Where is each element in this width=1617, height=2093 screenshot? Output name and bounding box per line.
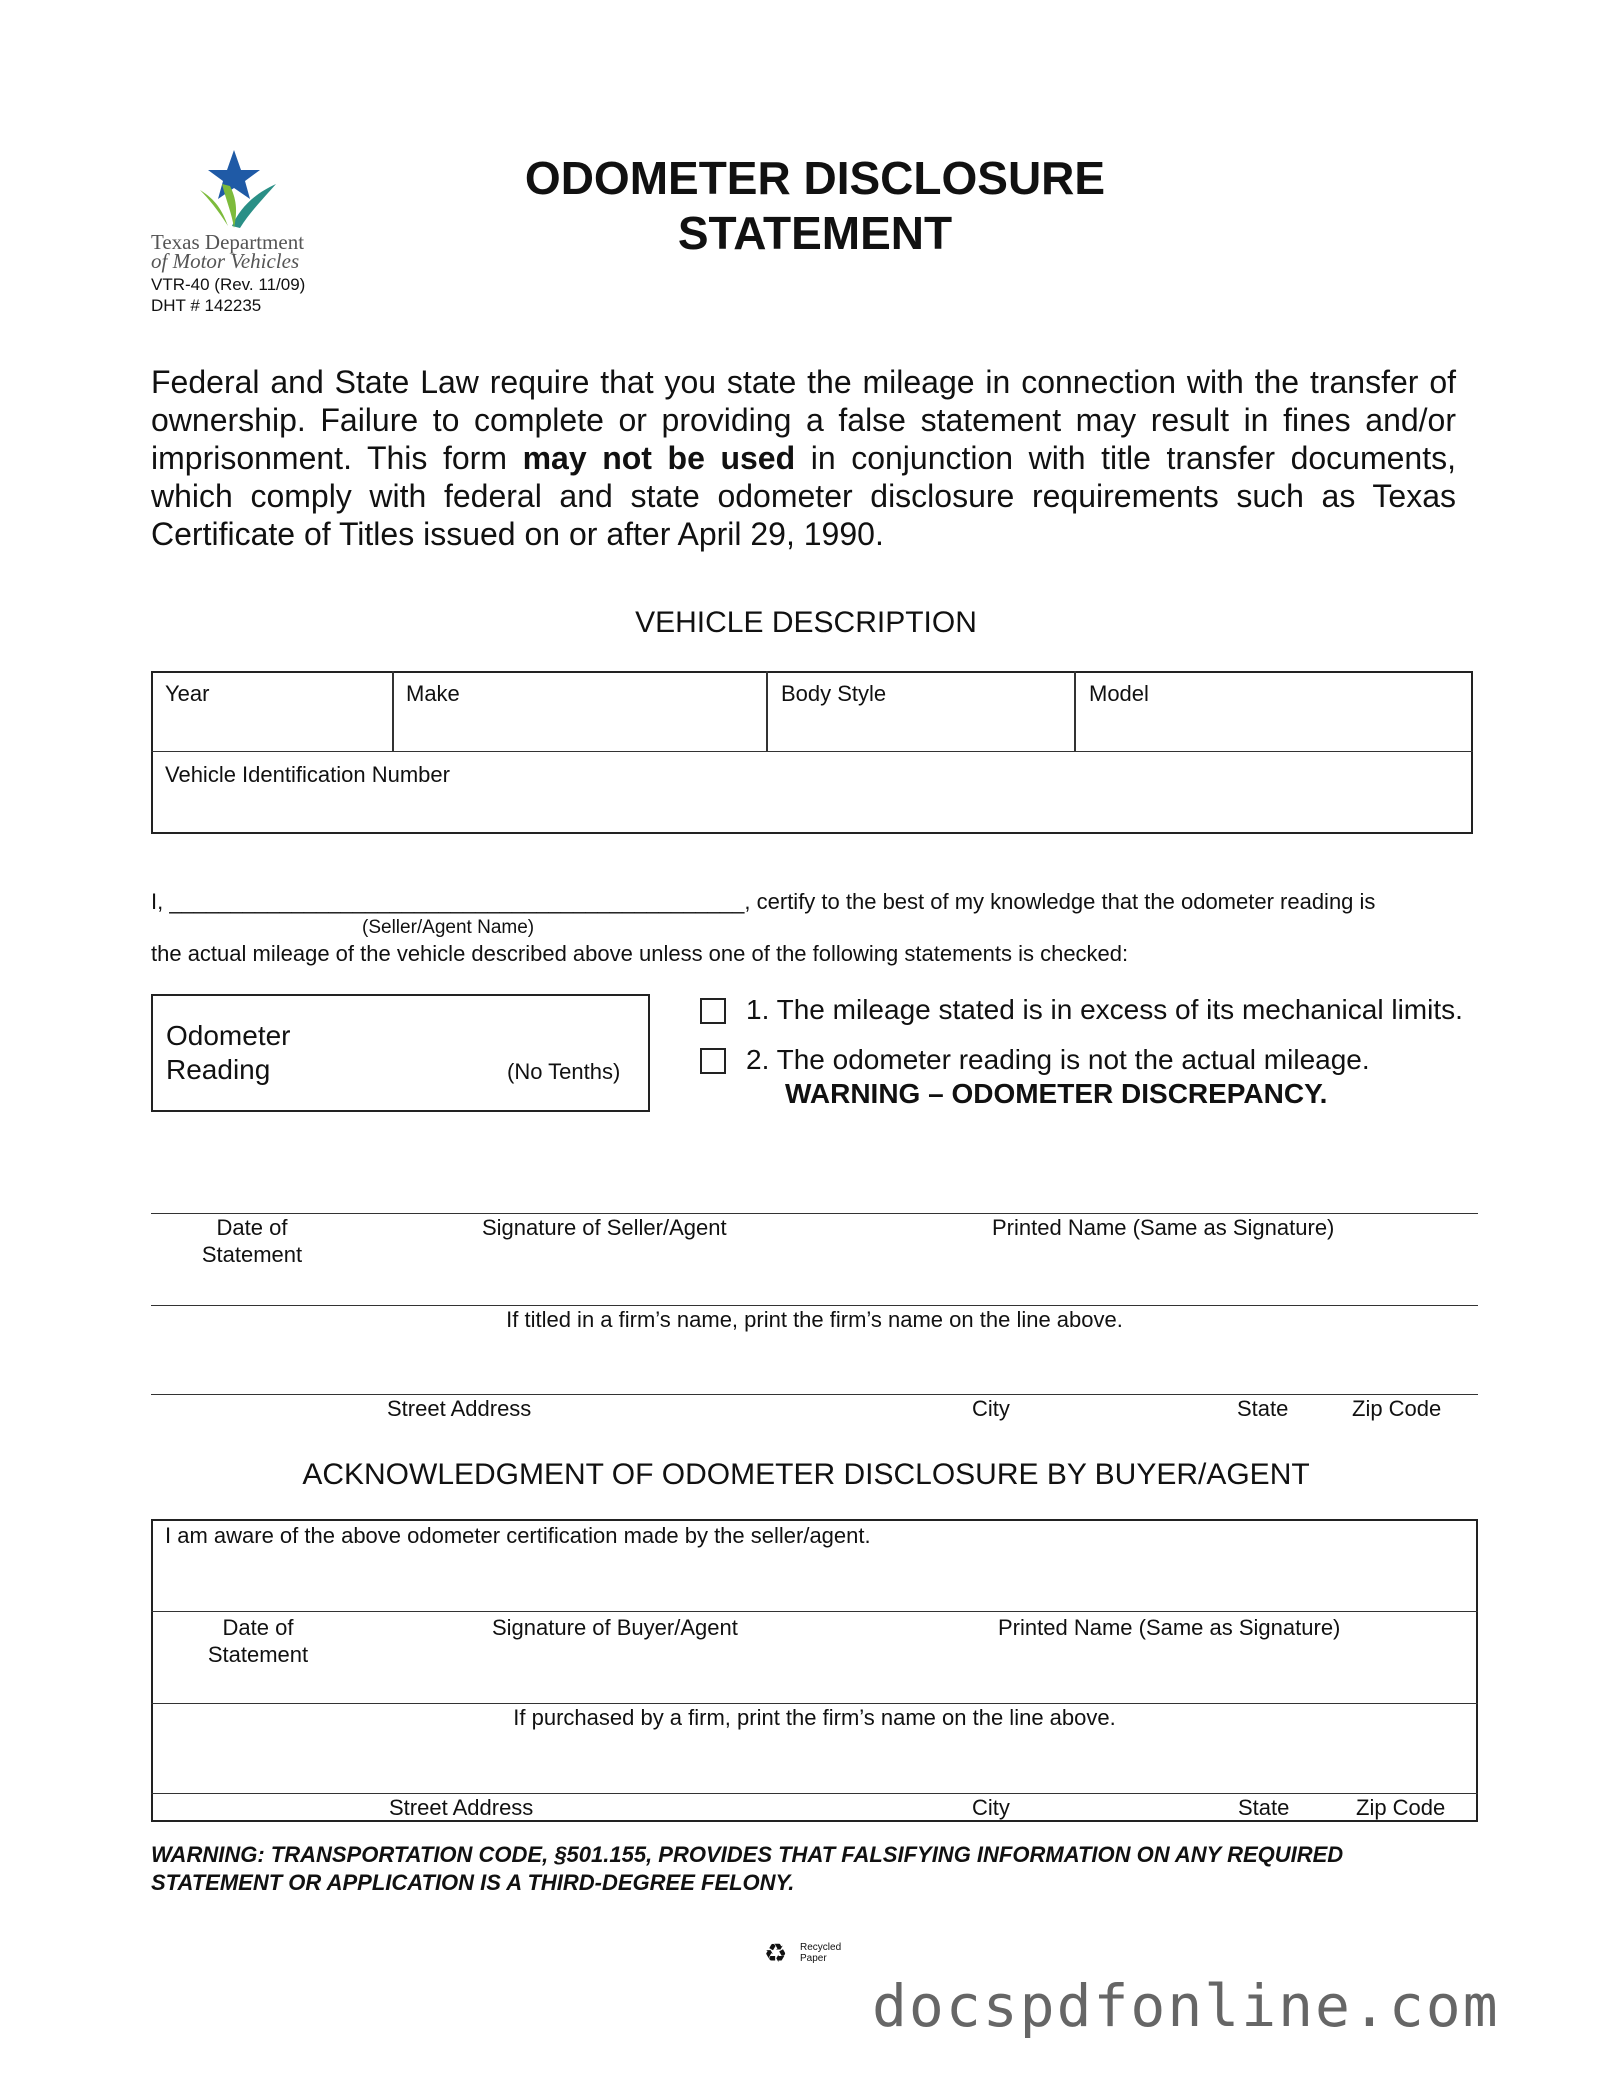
odometer-label-line1: Odometer [166,1020,291,1051]
seller-zip-label: Zip Code [1352,1396,1442,1421]
agency-name-line2: of Motor Vehicles [151,249,300,273]
agency-name-line1: Texas Department [151,230,305,254]
seller-firm-note: If titled in a firm’s name, print the firm’s name on the line above. [506,1307,1123,1332]
buyer-zip-label: Zip Code [1356,1795,1446,1820]
seller-firm-name-field[interactable] [151,1262,1478,1304]
watermark: docspdfonline.com [872,1972,1500,2040]
buyer-firm-line [151,1703,1478,1704]
seller-agent-name-field[interactable]: _______________________________________________ [169,889,745,914]
option2-checkbox[interactable] [700,1048,726,1074]
buyer-aware-statement: I am aware of the above odometer certification made by the seller/agent. [165,1523,871,1548]
seller-city-label: City [972,1396,1010,1421]
buyer-city-label: City [972,1795,1010,1820]
buyer-firm-note: If purchased by a firm, print the firm’s name on the line above. [513,1705,1116,1730]
buyer-signature-label: Signature of Buyer/Agent [492,1615,738,1640]
year-field-label: Year [165,681,210,706]
buyer-state-label: State [1238,1795,1290,1820]
body-style-field-label: Body Style [781,681,887,706]
buyer-street-label: Street Address [389,1795,534,1820]
seller-address-field[interactable] [151,1350,1478,1393]
felony-warning-line1: WARNING: TRANSPORTATION CODE, §501.155, PROVIDES THAT FALSIFYING INFORMATION ON ANY REQUIRED [151,1842,1344,1867]
form-number: VTR-40 (Rev. 11/09) [151,275,306,294]
vin-field-label: Vehicle Identification Number [165,762,450,787]
vin-field[interactable] [153,754,1471,832]
texas-dmv-logo-icon [192,150,282,230]
buyer-signature-field[interactable] [153,1560,1476,1610]
seller-printed-name-label: Printed Name (Same as Signature) [992,1215,1335,1240]
buyer-printed-name-label: Printed Name (Same as Signature) [998,1615,1341,1640]
model-field-label: Model [1089,681,1149,706]
buyer-signature-line [151,1611,1478,1612]
vehicle-description-heading: VEHICLE DESCRIPTION [635,606,977,639]
buyer-date-label-line2: Statement [207,1642,309,1667]
seller-signature-line [151,1213,1478,1214]
seller-signature-field[interactable] [151,1167,1478,1212]
intro-bold-text: may not be used [522,440,796,476]
recycled-paper-line1: Recycled [800,1942,842,1953]
seller-address-line [151,1394,1478,1395]
vehicle-row-divider [151,751,1473,752]
certification-prefix: I, [151,889,170,914]
odometer-reading-field[interactable] [151,994,650,1112]
felony-warning-line2: STATEMENT OR APPLICATION IS A THIRD-DEGREE FELONY. [151,1870,795,1895]
dht-number: DHT # 142235 [151,296,262,315]
intro-text-part2: in conjunction with title transfer documents, which comply with federal and state odometer disclosure requirements such as Texas Certificate of Titles issued on or after April 29, 1990. [151,440,1456,552]
buyer-firm-name-field[interactable] [153,1668,1476,1702]
seller-state-label: State [1237,1396,1289,1421]
recycled-paper-line2: Paper [800,1953,827,1964]
seller-signature-label: Signature of Seller/Agent [482,1215,727,1240]
certification-suffix: , certify to the best of my knowledge that the odometer reading is [744,889,1376,914]
page-title-line1: ODOMETER DISCLOSURE [524,152,1106,204]
no-tenths-note: (No Tenths) [507,1059,621,1084]
year-field[interactable] [153,673,391,750]
recycle-icon: ♻ [764,1938,788,1968]
odometer-label-line2: Reading [166,1054,271,1085]
seller-date-label-line2: Statement [201,1242,303,1267]
certification-line [151,889,1471,915]
buyer-date-label-line1: Date of [222,1615,294,1640]
buyer-address-line [151,1793,1478,1794]
odometer-discrepancy-warning: WARNING – ODOMETER DISCREPANCY. [785,1078,1328,1109]
option1-label: 1. The mileage stated is in excess of its mechanical limits. [746,994,1463,1025]
make-field-label: Make [406,681,460,706]
seller-street-label: Street Address [387,1396,532,1421]
option1-checkbox[interactable] [700,998,726,1024]
intro-text-part1: Federal and State Law require that you state the mileage in connection with the transfer of ownership. Failure to complete or providing a false statement may result in fines and/or imprisonment. This form [151,364,1456,476]
body-style-field[interactable] [768,673,1073,750]
page-title-line2: STATEMENT [677,207,953,259]
seller-firm-line [151,1305,1478,1306]
intro-paragraph [151,363,1456,553]
make-field[interactable] [394,673,765,750]
seller-agent-name-caption: (Seller/Agent Name) [362,917,535,938]
option2-label: 2. The odometer reading is not the actual mileage. [746,1044,1370,1075]
buyer-address-field[interactable] [153,1745,1476,1792]
model-field[interactable] [1076,673,1471,750]
seller-date-label-line1: Date of [216,1215,288,1240]
certification-line2: the actual mileage of the vehicle described above unless one of the following statements is checked: [151,941,1129,966]
buyer-acknowledgment-heading: ACKNOWLEDGMENT OF ODOMETER DISCLOSURE BY BUYER/AGENT [302,1458,1310,1491]
